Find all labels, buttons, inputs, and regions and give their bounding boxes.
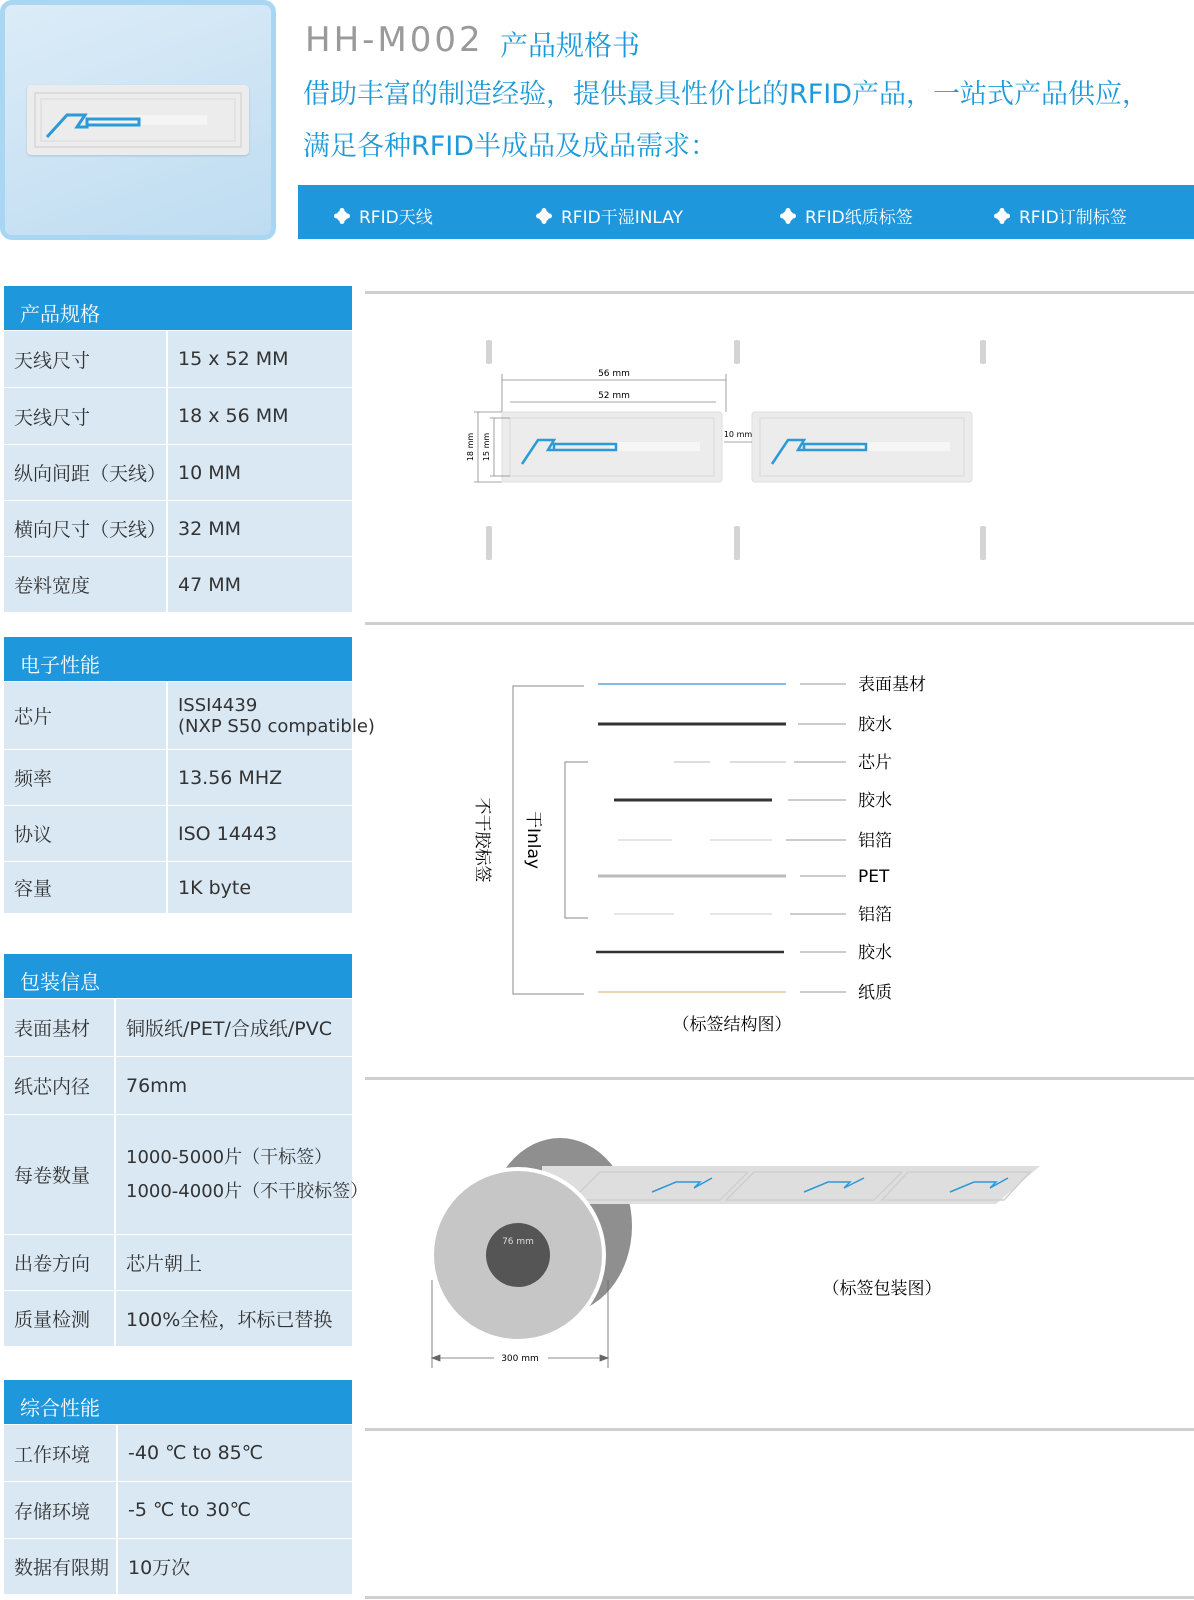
row-value: 10 MM (166, 445, 352, 500)
tagline-line-1: 借助丰富的制造经验，提供最具性价比的RFID产品，一站式产品供应， (303, 79, 1150, 110)
table-row (4, 556, 352, 612)
table-row (4, 500, 352, 556)
row-key: 天线尺寸 (14, 406, 91, 429)
row-key: 表面基材 (14, 1018, 91, 1040)
row-key: 芯片 (14, 706, 53, 728)
category-nav-bar (298, 185, 1194, 239)
row-key: 数据有限期 (14, 1557, 110, 1579)
nav-item-label: RFID干湿INLAY (561, 208, 683, 228)
table-row (4, 1290, 352, 1346)
row-value: 47 MM (166, 557, 352, 612)
label-roll-diagram (430, 1130, 1050, 1380)
document-title: 产品规格书 (500, 29, 641, 62)
table-row (4, 330, 352, 387)
roll-caption: （标签包装图） (822, 1279, 942, 1299)
table-row (4, 805, 352, 861)
table-row (4, 1234, 352, 1290)
row-key: 协议 (14, 824, 53, 846)
layer-label: 芯片 (858, 753, 892, 773)
flower-bullet-icon (994, 208, 1010, 224)
row-key: 天线尺寸 (14, 349, 91, 372)
row-key: 卷料宽度 (14, 575, 91, 597)
section-header-general: 综合性能 (4, 1380, 352, 1424)
nav-item-label: RFID纸质标签 (805, 208, 913, 228)
row-value: 18 x 56 MM (166, 388, 352, 444)
core-diameter-label: 76 mm (502, 1237, 534, 1247)
nav-item-rfid-inlay[interactable] (536, 203, 683, 228)
row-value: 32 MM (166, 501, 352, 556)
section-header-packaging: 包装信息 (4, 954, 352, 998)
bracket-label-dry-inlay: 干Inlay (523, 811, 543, 869)
layer-label: 胶水 (858, 715, 892, 735)
nav-item-label: RFID天线 (359, 208, 433, 228)
layer-label: PET (858, 867, 890, 887)
row-value: ISSI4439 (NXP S50 compatible) (166, 682, 352, 749)
structure-caption: （标签结构图） (672, 1015, 792, 1035)
table-row (4, 1056, 352, 1114)
section-header-product-spec: 产品规格 (4, 286, 352, 330)
row-value: -5 ℃ to 30℃ (116, 1482, 352, 1538)
dim-gap: 10 mm (723, 430, 753, 439)
layer-label: 胶水 (858, 791, 892, 811)
row-value: 10万次 (116, 1539, 352, 1594)
row-key: 频率 (14, 768, 53, 790)
layer-label: 胶水 (858, 943, 892, 963)
product-thumbnail (0, 0, 276, 240)
row-value: 15 x 52 MM (166, 331, 352, 387)
dim-outer-width: 56 mm (598, 369, 630, 379)
divider (365, 291, 1194, 294)
row-key: 每卷数量 (14, 1165, 91, 1187)
divider (365, 1596, 1194, 1599)
row-key: 质量检测 (14, 1309, 91, 1331)
nav-item-rfid-custom-label[interactable] (994, 203, 1127, 228)
bracket-label-self-adhesive: 不干胶标签 (472, 797, 492, 883)
row-value: -40 ℃ to 85℃ (116, 1425, 352, 1481)
table-row (4, 749, 352, 805)
row-key: 纵向间距（天线） (14, 463, 167, 485)
rfid-tag-image (27, 85, 249, 155)
table-row (4, 1424, 352, 1481)
tagline-line-2: 满足各种RFID半成品及成品需求： (303, 131, 718, 162)
table-row (4, 1114, 369, 1234)
row-value: ISO 14443 (166, 806, 352, 861)
row-value: 芯片朝上 (114, 1235, 352, 1290)
layer-label: 纸质 (858, 983, 892, 1003)
layer-label: 铝箔 (858, 831, 892, 851)
row-value: 76mm (114, 1057, 352, 1114)
section-header-electrical: 电子性能 (4, 637, 352, 681)
divider (365, 1077, 1194, 1080)
table-row (4, 998, 352, 1056)
layer-label: 铝箔 (858, 905, 892, 925)
divider (365, 622, 1194, 625)
row-key: 出卷方向 (14, 1253, 91, 1275)
dim-outer-height: 18 mm (466, 432, 475, 462)
row-value: 1K byte (166, 862, 352, 913)
row-value: 13.56 MHZ (166, 750, 352, 805)
nav-item-rfid-antenna[interactable] (334, 203, 433, 228)
row-value: 铜版纸/PET/合成纸/PVC (114, 999, 352, 1056)
table-row (4, 387, 352, 444)
dim-inner-width: 52 mm (598, 391, 630, 401)
row-key: 纸芯内径 (14, 1076, 91, 1098)
tag-dimension-diagram (460, 330, 1000, 570)
row-key: 存储环境 (14, 1500, 91, 1523)
row-key: 容量 (14, 878, 53, 900)
row-key: 工作环境 (14, 1443, 91, 1466)
roll-width-label: 300 mm (501, 1354, 539, 1364)
row-value: 1000-5000片（干标签） 1000-4000片（不干胶标签） (114, 1115, 352, 1234)
layer-label: 表面基材 (858, 675, 926, 695)
row-key: 横向尺寸（天线） (14, 519, 167, 541)
table-row (4, 681, 375, 749)
table-row (4, 1481, 352, 1538)
nav-item-label: RFID订制标签 (1019, 208, 1127, 228)
table-row (4, 444, 352, 500)
table-row (4, 861, 352, 913)
flower-bullet-icon (780, 208, 796, 224)
nav-item-rfid-paper-label[interactable] (780, 203, 913, 228)
flower-bullet-icon (334, 208, 350, 224)
row-value: 100%全检，坏标已替换 (114, 1291, 352, 1346)
table-row (4, 1538, 352, 1594)
divider (365, 1428, 1194, 1431)
flower-bullet-icon (536, 208, 552, 224)
model-number: HH-M002 (305, 20, 484, 60)
label-structure-diagram (460, 660, 980, 1040)
dim-inner-height: 15 mm (482, 432, 491, 462)
